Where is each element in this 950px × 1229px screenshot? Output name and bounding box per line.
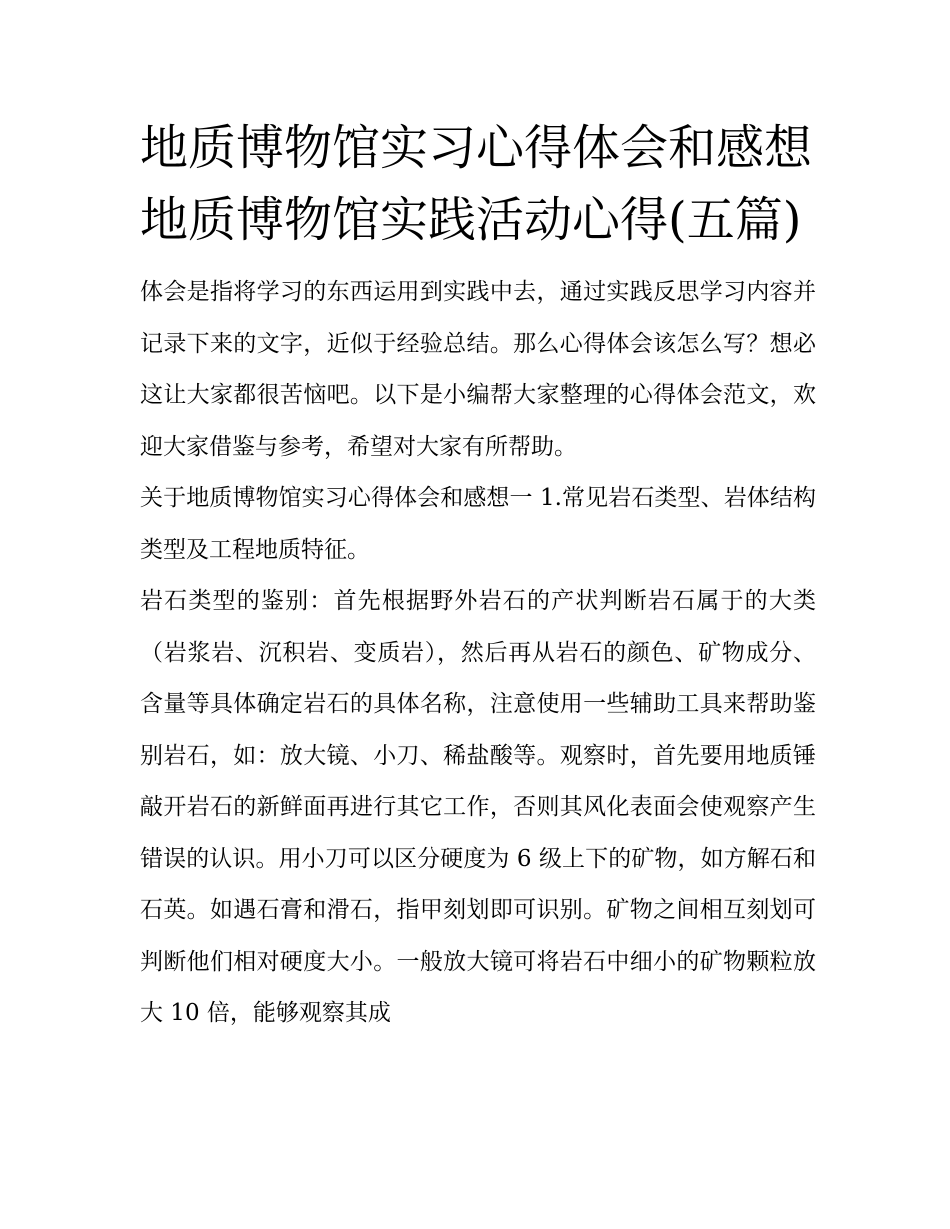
document-body [140,112,816,1040]
section-heading-paragraph: 关于地质博物馆实习心得体会和感想一 1.常见岩石类型、岩体结构类型及工程地质特征。 [140,485,816,563]
rock-identification-paragraph: 岩石类型的鉴别：首先根据野外岩石的产状判断岩石属于的大类（岩浆岩、沉积岩、变质岩），然后再从岩石的颜色、矿物成分、含量等具体确定岩石的具体名称，注意使用一些辅助工具来帮助鉴别岩石，如：放大镜、小刀、稀盐酸等。观察时，首先要用地质锤敲开岩石的新鲜面再进行其它工作，否则其风化表面会使观察产生错误的认识。用小刀可以区分硬度为 6 级上下的矿物，如方解石和石英。如遇石膏和滑石，指甲刻划即可识别。矿物之间相互刻划可判断他们相对硬度大小。一般放大镜可将岩石中细小的矿物颗粒放大 10 倍，能够观察其成 [140,588,816,1026]
document-title: 地质博物馆实习心得体会和感想 地质博物馆实践活动心得(五篇) [140,120,813,248]
intro-paragraph: 体会是指将学习的东西运用到实践中去，通过实践反思学习内容并记录下来的文字，近似于经验总结。那么心得体会该怎么写？想必这让大家都很苦恼吧。以下是小编帮大家整理的心得体会范文，欢迎大家借鉴与参考，希望对大家有所帮助。 [140,279,816,460]
